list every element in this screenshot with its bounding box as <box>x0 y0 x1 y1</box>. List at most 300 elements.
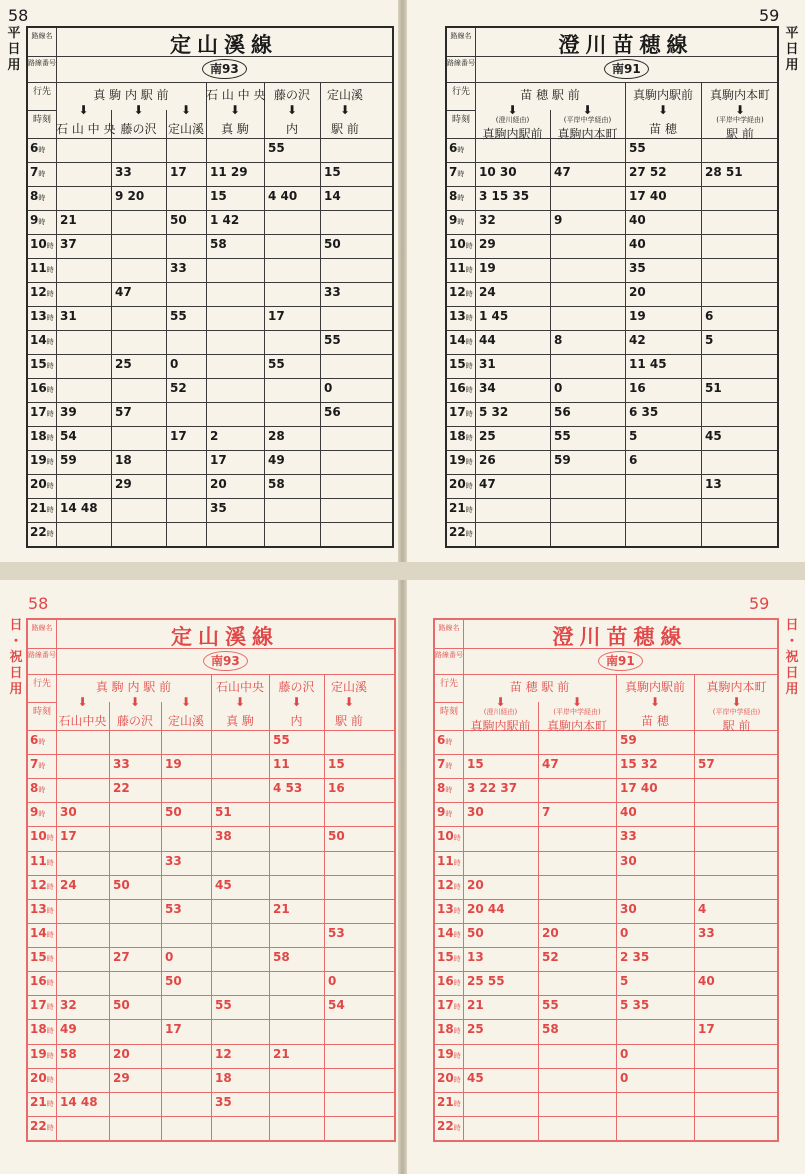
hour-row-line <box>435 899 777 900</box>
destination-header: 石 山 中 央 <box>206 88 266 102</box>
hour-label: 14時 <box>30 333 54 347</box>
departure-minutes: 25 <box>467 1022 484 1037</box>
departure-minutes: 57 <box>698 757 715 772</box>
hour-label: 10時 <box>449 237 473 251</box>
column-line <box>264 82 265 546</box>
arrow-down-icon: ⬇ <box>339 103 351 117</box>
departure-minutes: 17 40 <box>620 781 658 796</box>
hour-row-line <box>447 282 777 283</box>
departure-minutes: 20 <box>629 285 646 299</box>
departure-minutes: 3 15 35 <box>479 189 530 203</box>
header-divider <box>28 82 392 83</box>
arrow-down-icon: ⬇ <box>234 695 246 709</box>
top-left-page <box>0 0 400 562</box>
hour-row-line <box>435 754 777 755</box>
departure-minutes: 27 <box>113 950 130 965</box>
hour-row-line <box>28 778 394 779</box>
hour-row-line <box>447 234 777 235</box>
departure-minutes: 32 <box>479 213 496 227</box>
stop-header: 藤の沢 <box>120 122 157 136</box>
hour-row-line <box>447 162 777 163</box>
arrow-down-icon: ⬇ <box>582 103 593 117</box>
hour-row-line <box>447 378 777 379</box>
hour-row-line <box>28 522 392 523</box>
hour-row-line <box>28 354 392 355</box>
hour-row-line <box>28 498 392 499</box>
hour-label: 8時 <box>449 189 465 203</box>
departure-minutes: 55 <box>273 733 290 747</box>
route-number-badge: 南91 <box>598 651 643 671</box>
arrow-down-icon: ⬇ <box>731 695 742 709</box>
hour-label: 18時 <box>437 1022 461 1037</box>
departure-minutes: 37 <box>60 237 77 251</box>
schedule-type-label: 平 日 用 <box>7 26 21 73</box>
departure-minutes: 27 52 <box>629 165 667 179</box>
destination-header: 定山溪 <box>326 88 363 102</box>
hour-label: 10時 <box>30 237 54 251</box>
stop-header: 内 <box>290 714 303 728</box>
departure-minutes: 24 <box>479 285 496 299</box>
departure-minutes: 59 <box>554 453 571 467</box>
departure-minutes: 0 <box>328 974 337 989</box>
hour-label: 19時 <box>449 453 473 467</box>
column-line <box>320 82 321 546</box>
stop-header: 駅 前 <box>335 714 363 728</box>
column-line <box>111 110 112 546</box>
departure-minutes: 9 <box>554 213 563 227</box>
hour-label: 7時 <box>449 165 465 179</box>
arrow-down-icon: ⬇ <box>495 695 506 709</box>
departure-minutes: 50 <box>324 237 341 251</box>
hour-row-line <box>28 923 394 924</box>
line-title: 定山溪線 <box>171 625 279 649</box>
arrow-down-icon: ⬇ <box>180 695 192 709</box>
hour-row-line <box>28 306 392 307</box>
via-note: (平岸中学経由) <box>716 116 764 124</box>
destination-label: 行先 <box>32 87 51 97</box>
departure-minutes: 2 <box>210 429 219 443</box>
departure-minutes: 34 <box>479 381 496 395</box>
time-label: 時刻 <box>32 115 51 125</box>
departure-minutes: 0 <box>165 950 174 965</box>
departure-minutes: 13 <box>467 950 484 965</box>
route-name-label: 路線名 <box>31 624 53 632</box>
departure-minutes: 5 35 <box>620 998 650 1013</box>
departure-minutes: 5 <box>620 974 629 989</box>
arrow-down-icon: ⬇ <box>78 103 89 117</box>
departure-minutes: 16 <box>328 781 345 796</box>
route-number-label: 路線番号 <box>28 59 56 67</box>
departure-minutes: 40 <box>620 805 637 820</box>
destination-header: 藤の沢 <box>273 88 310 102</box>
departure-minutes: 15 <box>328 757 345 772</box>
departure-minutes: 0 <box>620 1070 629 1085</box>
departure-minutes: 55 <box>629 141 646 155</box>
departure-minutes: 38 <box>215 829 232 844</box>
hour-row-line <box>447 522 777 523</box>
book-spine <box>398 0 407 1174</box>
hour-row-line <box>435 1044 777 1045</box>
hour-row-line <box>28 234 392 235</box>
departure-minutes: 50 <box>165 805 182 820</box>
column-line <box>625 82 626 546</box>
departure-minutes: 39 <box>60 405 77 419</box>
departure-minutes: 21 <box>60 213 77 227</box>
departure-minutes: 44 <box>479 333 496 347</box>
departure-minutes: 55 <box>215 998 232 1013</box>
departure-minutes: 19 <box>629 309 646 323</box>
departure-minutes: 1 42 <box>210 213 240 227</box>
departure-minutes: 50 <box>113 877 130 892</box>
departure-minutes: 6 <box>705 309 714 323</box>
timetable <box>26 618 396 1142</box>
stop-header: 真駒内駅前 <box>482 127 543 141</box>
departure-minutes: 50 <box>113 998 130 1013</box>
hour-label: 10時 <box>437 829 461 844</box>
hour-row-line <box>28 826 394 827</box>
hour-row-line <box>447 426 777 427</box>
departure-minutes: 58 <box>210 237 227 251</box>
hour-label: 10時 <box>30 829 54 844</box>
departure-minutes: 55 <box>542 998 559 1013</box>
departure-minutes: 29 <box>479 237 496 251</box>
departure-minutes: 17 <box>698 1022 715 1037</box>
header-divider <box>435 674 777 675</box>
hour-row-line <box>435 875 777 876</box>
hour-label: 18時 <box>30 429 54 443</box>
label-split-line <box>28 702 56 703</box>
column-line <box>550 110 551 546</box>
header-divider <box>447 82 777 83</box>
hour-label: 15時 <box>449 357 473 371</box>
destination-label: 行先 <box>439 679 458 689</box>
hour-label: 18時 <box>30 1022 54 1037</box>
departure-minutes: 58 <box>542 1022 559 1037</box>
departure-minutes: 30 <box>60 805 77 820</box>
hour-row-line <box>447 186 777 187</box>
stop-header: 真 駒 <box>226 714 254 728</box>
departure-minutes: 17 <box>60 829 77 844</box>
departure-minutes: 5 32 <box>479 405 509 419</box>
departure-minutes: 14 48 <box>60 501 98 515</box>
departure-minutes: 30 <box>467 805 484 820</box>
departure-minutes: 47 <box>479 477 496 491</box>
column-line <box>109 702 110 1140</box>
departure-minutes: 28 51 <box>705 165 743 179</box>
route-number-label: 路線番号 <box>28 651 56 659</box>
hour-label: 13時 <box>449 309 473 323</box>
arrow-down-icon: ⬇ <box>343 695 355 709</box>
route-number-badge: 南93 <box>202 59 247 79</box>
hour-label: 21時 <box>437 1094 461 1109</box>
column-line <box>166 110 167 546</box>
departure-minutes: 54 <box>328 998 345 1013</box>
schedule-type-label: 日 ・ 祝 日 用 <box>9 618 23 697</box>
departure-minutes: 0 <box>554 381 563 395</box>
hour-label: 6時 <box>30 733 46 747</box>
departure-minutes: 6 35 <box>629 405 659 419</box>
departure-minutes: 58 <box>60 1046 77 1061</box>
label-split-line <box>447 110 475 111</box>
departure-minutes: 19 <box>165 757 182 772</box>
departure-minutes: 20 <box>210 477 227 491</box>
line-title: 澄川苗穂線 <box>558 33 694 57</box>
schedule-type-label: 平 日 用 <box>785 26 799 73</box>
via-note: (平岸中学経由) <box>553 708 601 716</box>
departure-minutes: 30 <box>620 853 637 868</box>
hour-label: 22時 <box>437 1118 461 1133</box>
departure-minutes: 8 <box>554 333 563 347</box>
hour-label: 21時 <box>30 1094 54 1109</box>
hour-row-line <box>435 778 777 779</box>
departure-minutes: 17 <box>170 429 187 443</box>
departure-minutes: 6 <box>629 453 638 467</box>
departure-minutes: 21 <box>273 901 290 916</box>
column-line <box>694 674 695 1140</box>
departure-minutes: 13 <box>705 477 722 491</box>
departure-minutes: 16 <box>629 381 646 395</box>
departure-minutes: 31 <box>60 309 77 323</box>
stop-header: 駅 前 <box>726 127 754 141</box>
destination-header: 真駒内駅前 <box>624 680 685 694</box>
arrow-down-icon: ⬇ <box>77 695 88 709</box>
departure-minutes: 50 <box>170 213 187 227</box>
departure-minutes: 12 <box>215 1046 232 1061</box>
departure-minutes: 35 <box>629 261 646 275</box>
departure-minutes: 40 <box>629 213 646 227</box>
departure-minutes: 0 <box>170 357 179 371</box>
hour-label: 8時 <box>437 781 453 796</box>
departure-minutes: 3 22 37 <box>467 781 518 796</box>
departure-minutes: 2 35 <box>620 950 650 965</box>
departure-minutes: 4 40 <box>268 189 298 203</box>
departure-minutes: 11 29 <box>210 165 248 179</box>
hour-label: 8時 <box>30 189 46 203</box>
hour-label: 7時 <box>30 757 46 772</box>
hour-label: 19時 <box>30 1046 54 1061</box>
hour-label: 16時 <box>437 974 461 989</box>
departure-minutes: 49 <box>268 453 285 467</box>
departure-minutes: 29 <box>115 477 132 491</box>
arrow-down-icon: ⬇ <box>133 103 144 117</box>
stop-header: 真駒内駅前 <box>470 719 531 733</box>
page-number: 59 <box>759 6 780 25</box>
hour-label: 12時 <box>30 285 54 299</box>
hour-row-line <box>28 186 392 187</box>
page-number: 58 <box>28 594 49 613</box>
departure-minutes: 45 <box>705 429 722 443</box>
hour-row-line <box>435 1068 777 1069</box>
departure-minutes: 11 <box>273 757 290 772</box>
stop-header: 苗 穂 <box>649 122 677 136</box>
line-title: 澄川苗穂線 <box>552 625 688 649</box>
hour-label: 17時 <box>449 405 473 419</box>
departure-minutes: 33 <box>620 829 637 844</box>
departure-minutes: 33 <box>698 925 715 940</box>
hour-row-line <box>435 802 777 803</box>
hour-row-line <box>447 210 777 211</box>
destination-header: 真 駒 内 駅 前 <box>95 680 172 694</box>
hour-label: 14時 <box>30 925 54 940</box>
departure-minutes: 11 45 <box>629 357 667 371</box>
hour-row-line <box>28 851 394 852</box>
hour-row-line <box>447 498 777 499</box>
destination-header: 真駒内本町 <box>709 88 770 102</box>
stop-header: 定山溪 <box>167 122 204 136</box>
stop-header: 駅 前 <box>331 122 359 136</box>
hour-label: 12時 <box>30 877 54 892</box>
timetable <box>433 618 779 1142</box>
departure-minutes: 21 <box>273 1046 290 1061</box>
departure-minutes: 52 <box>170 381 187 395</box>
hour-label: 9時 <box>30 805 46 820</box>
hour-row-line <box>435 1092 777 1093</box>
departure-minutes: 18 <box>215 1070 232 1085</box>
departure-minutes: 40 <box>698 974 715 989</box>
hour-label: 16時 <box>30 974 54 989</box>
hour-row-line <box>435 826 777 827</box>
hour-row-line <box>447 306 777 307</box>
departure-minutes: 33 <box>324 285 341 299</box>
route-number-badge: 南91 <box>604 59 649 79</box>
departure-minutes: 33 <box>165 853 182 868</box>
stop-header: 石 山 中 央 <box>56 122 116 136</box>
departure-minutes: 0 <box>620 925 629 940</box>
departure-minutes: 14 <box>324 189 341 203</box>
hour-label: 9時 <box>437 805 453 820</box>
departure-minutes: 55 <box>554 429 571 443</box>
departure-minutes: 55 <box>268 357 285 371</box>
departure-minutes: 15 <box>210 189 227 203</box>
via-note: (平岸中学経由) <box>563 116 612 124</box>
hour-label: 11時 <box>449 261 473 275</box>
hour-label: 7時 <box>437 757 453 772</box>
column-line <box>616 674 617 1140</box>
hour-label: 20時 <box>449 477 473 491</box>
time-label: 時刻 <box>32 707 51 717</box>
hour-row-line <box>28 450 392 451</box>
departure-minutes: 20 44 <box>467 901 505 916</box>
departure-minutes: 35 <box>210 501 227 515</box>
half-divider <box>0 562 805 580</box>
departure-minutes: 55 <box>324 333 341 347</box>
departure-minutes: 15 <box>324 165 341 179</box>
departure-minutes: 28 <box>268 429 285 443</box>
hour-label: 21時 <box>449 501 473 515</box>
destination-header: 真駒内本町 <box>706 680 767 694</box>
hour-row-line <box>435 1019 777 1020</box>
bottom-right-page <box>405 580 805 1174</box>
departure-minutes: 50 <box>165 974 182 989</box>
timetable <box>26 26 394 548</box>
departure-minutes: 22 <box>113 781 130 796</box>
departure-minutes: 50 <box>467 925 484 940</box>
hour-row-line <box>435 851 777 852</box>
departure-minutes: 56 <box>324 405 341 419</box>
top-right-page <box>405 0 805 562</box>
hour-label: 15時 <box>437 950 461 965</box>
departure-minutes: 9 20 <box>115 189 145 203</box>
departure-minutes: 25 55 <box>467 974 505 989</box>
hour-row-line <box>435 971 777 972</box>
hour-label: 8時 <box>30 781 46 796</box>
departure-minutes: 47 <box>115 285 132 299</box>
hour-row-line <box>447 402 777 403</box>
hour-row-line <box>28 1019 394 1020</box>
departure-minutes: 14 48 <box>60 1094 98 1109</box>
departure-minutes: 50 <box>328 829 345 844</box>
arrow-down-icon: ⬇ <box>286 103 298 117</box>
departure-minutes: 33 <box>115 165 132 179</box>
departure-minutes: 25 <box>479 429 496 443</box>
hour-row-line <box>447 354 777 355</box>
hour-label: 15時 <box>30 357 54 371</box>
departure-minutes: 10 30 <box>479 165 517 179</box>
departure-minutes: 53 <box>165 901 182 916</box>
hour-row-line <box>28 995 394 996</box>
hour-label: 19時 <box>30 453 54 467</box>
departure-minutes: 17 <box>268 309 285 323</box>
column-line <box>206 82 207 546</box>
hour-label: 16時 <box>30 381 54 395</box>
departure-minutes: 4 53 <box>273 781 303 796</box>
via-note: (澄川経由) <box>483 708 518 716</box>
arrow-down-icon: ⬇ <box>291 695 302 709</box>
hour-label: 6時 <box>437 733 453 747</box>
stop-header: 苗 穂 <box>641 714 669 728</box>
hour-label: 22時 <box>30 525 54 539</box>
hour-row-line <box>435 995 777 996</box>
departure-minutes: 53 <box>328 925 345 940</box>
hour-label: 14時 <box>449 333 473 347</box>
hour-row-line <box>435 1116 777 1117</box>
departure-minutes: 24 <box>60 877 77 892</box>
departure-minutes: 47 <box>542 757 559 772</box>
destination-header: 藤の沢 <box>278 680 315 694</box>
label-split-line <box>435 702 463 703</box>
hour-row-line <box>28 1092 394 1093</box>
hour-row-line <box>28 210 392 211</box>
hour-label: 17時 <box>30 998 54 1013</box>
departure-minutes: 19 <box>479 261 496 275</box>
departure-minutes: 4 <box>698 901 707 916</box>
hour-row-line <box>28 875 394 876</box>
departure-minutes: 15 <box>467 757 484 772</box>
departure-minutes: 15 32 <box>620 757 658 772</box>
departure-minutes: 54 <box>60 429 77 443</box>
departure-minutes: 47 <box>554 165 571 179</box>
hour-label: 16時 <box>449 381 473 395</box>
destination-header: 定山溪 <box>330 680 367 694</box>
column-line <box>324 674 325 1140</box>
stop-header: 石山中央 <box>58 714 107 728</box>
hour-label: 13時 <box>30 901 54 916</box>
departure-minutes: 29 <box>113 1070 130 1085</box>
hour-row-line <box>28 947 394 948</box>
departure-minutes: 49 <box>60 1022 77 1037</box>
departure-minutes: 51 <box>705 381 722 395</box>
via-note: (平岸中学経由) <box>712 708 761 716</box>
destination-header: 石山中央 <box>215 680 264 694</box>
stop-header: 藤の沢 <box>116 714 153 728</box>
stop-header: 真駒内本町 <box>546 719 607 733</box>
hour-row-line <box>28 258 392 259</box>
departure-minutes: 17 40 <box>629 189 667 203</box>
hour-label: 9時 <box>449 213 465 227</box>
hour-label: 11時 <box>30 853 54 868</box>
departure-minutes: 40 <box>629 237 646 251</box>
timetable <box>445 26 779 548</box>
